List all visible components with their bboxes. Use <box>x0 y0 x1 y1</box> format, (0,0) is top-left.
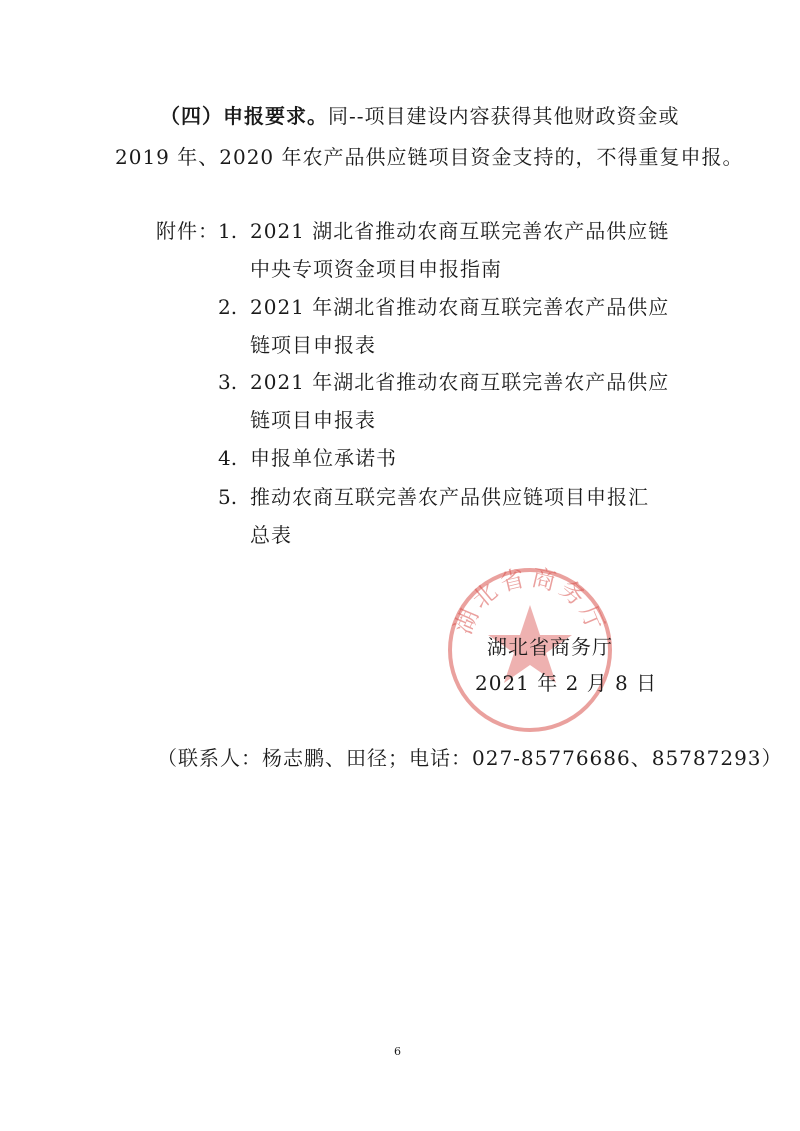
attachment-2-line-2: 链项目申报表 <box>250 333 376 357</box>
section-line-2: 2019 年、2020 年农产品供应链项目资金支持的，不得重复申报。 <box>115 145 744 169</box>
attachment-3-number: 3. <box>218 370 238 394</box>
attachment-5-line-2: 总表 <box>250 523 292 547</box>
attachments-label: 附件： <box>156 219 219 243</box>
attachment-2-line-1: 2021 年湖北省推动农商互联完善农产品供应 <box>250 295 670 319</box>
attachment-1-line-2: 中央专项资金项目申报指南 <box>250 257 502 281</box>
attachment-5-number: 5. <box>218 485 238 509</box>
attachment-4-line-1: 申报单位承诺书 <box>250 446 397 470</box>
attachment-3-line-2: 链项目申报表 <box>250 408 376 432</box>
attachment-3-line-1: 2021 年湖北省推动农商互联完善农产品供应 <box>250 370 670 394</box>
attachment-1-line-1: 2021 湖北省推动农商互联完善农产品供应链 <box>250 219 670 243</box>
attachment-5-line-1: 推动农商互联完善农产品供应链项目申报汇 <box>250 485 649 509</box>
section-heading: （四）申报要求。 <box>160 104 328 128</box>
attachment-4-number: 4. <box>218 446 238 470</box>
contact-info: （联系人：杨志鹏、田径；电话：027-85776686、85787293） <box>157 746 783 770</box>
attachment-2-number: 2. <box>218 295 238 319</box>
seal-text: 湖北省商务厅 <box>449 565 611 639</box>
issue-date: 2021 年 2 月 8 日 <box>475 671 658 695</box>
section-line-1-text: 同--项目建设内容获得其他财政资金或 <box>328 104 680 128</box>
attachment-1-number: 1. <box>218 219 238 243</box>
page-number: 6 <box>394 1045 401 1058</box>
section-line-1 <box>160 106 680 126</box>
issuing-organization: 湖北省商务厅 <box>487 635 613 659</box>
